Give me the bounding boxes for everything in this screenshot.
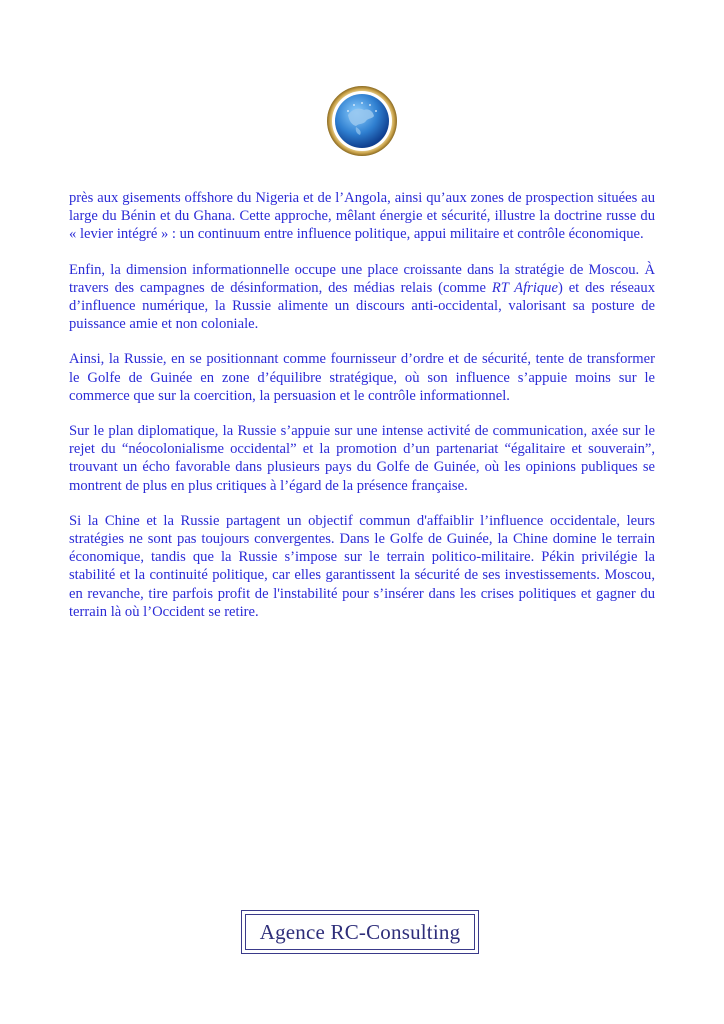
agency-logo xyxy=(326,85,398,157)
paragraph-5: Si la Chine et la Russie partagent un objectif commun d'affaiblir l’influence occidentale, leurs stratégies ne sont pas toujours convergentes. Dans le Golfe de Guinée, la Chine domine le terrain économique, tandis que la Russie s’impose sur le terrain politico-militaire. Pékin privilégie la stabilité et la continuité politique, car elles garantissent la sécurité de ses investissements. Moscou, en revanche, tire parfois profit de l'instabilité pour s’insérer dans les crises politiques et gagner du terrain là où l’Occident se retire. xyxy=(69,512,655,620)
paragraph-3: Ainsi, la Russie, en se positionnant comme fournisseur d’ordre et de sécurité, tente de transformer le Golfe de Guinée en zone d’équilibre stratégique, où son influence s’appuie moins sur le commerce que sur la coercition, la persuasion et le contrôle informationnel. xyxy=(69,351,655,404)
globe-europe-emblem-icon xyxy=(326,85,398,157)
paragraph-2-end: ) et des réseaux d’influence numérique, la Russie alimente un discours anti-occidental, valorisant sa posture de puissance amie et non coloniale. xyxy=(69,279,655,333)
paragraph-2-start: Enfin, la dimension informationnelle occupe une place croissante dans la stratégie de Moscou. À travers des campagnes de désinformation, des médias relais (comme xyxy=(69,261,655,296)
paragraph-2 xyxy=(69,261,655,334)
paragraph-1: près aux gisements offshore du Nigeria et de l’Angola, ainsi qu’aux zones de prospection situées au large du Bénin et du Ghana. Cette approche, mêlant énergie et sécurité, illustre la doctrine russe du « levier intégré » : un continuum entre influence politique, appui militaire et contrôle économique. xyxy=(69,190,655,243)
article-body xyxy=(69,189,655,638)
paragraph-4: Sur le plan diplomatique, la Russie s’appuie sur une intense activité de communication, axée sur le rejet du “néocolonialisme occidental” et la promotion d’un partenariat “égalitaire et souverain”, trouvant un écho favorable dans plusieurs pays du Golfe de Guinée, où les opinions publiques se montrent de plus en plus critiques à l’égard de la présence française. xyxy=(69,423,655,494)
footer-frame xyxy=(241,910,479,954)
media-name-italic: RT Afrique xyxy=(491,279,558,296)
footer-agency-name: Agence RC-Consulting xyxy=(245,914,475,950)
